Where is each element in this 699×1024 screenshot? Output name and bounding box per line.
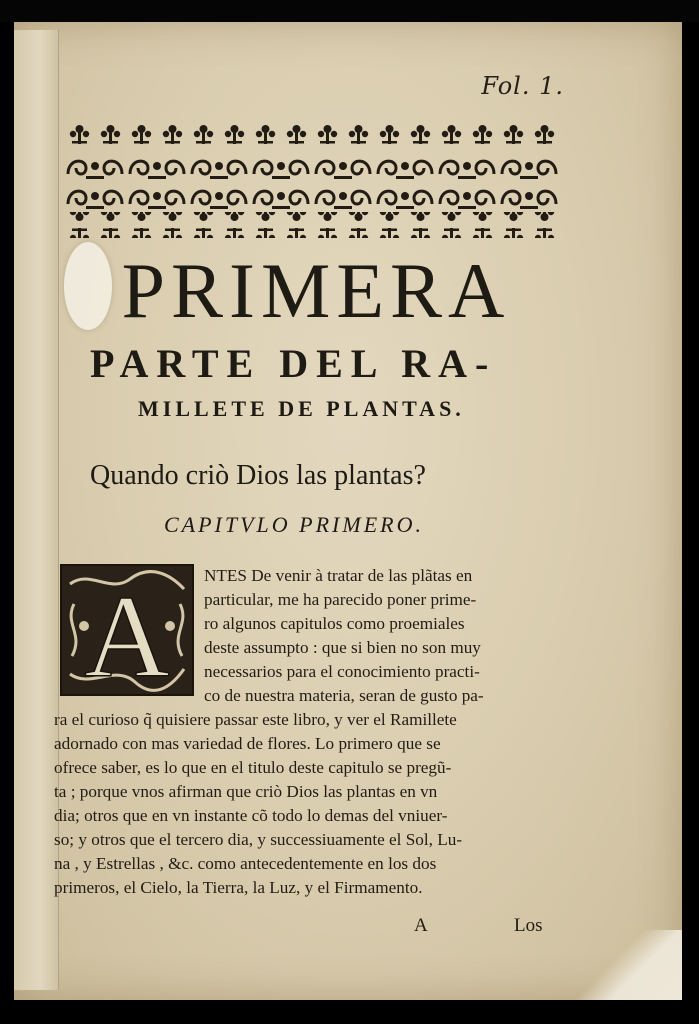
text-line: NTES De venir à tratar de las plãtas en xyxy=(204,566,473,585)
page-corner-wear xyxy=(572,930,682,1000)
text-line: dia; otros que en vn instante cõ todo lo demas del vniuer- xyxy=(54,806,448,825)
book-page xyxy=(14,22,682,1000)
title-primera: PRIMERA xyxy=(121,247,511,334)
chapter-heading: CAPITVLO PRIMERO. xyxy=(164,512,424,537)
text-line: adornado con mas variedad de flores. Lo primero que se xyxy=(54,734,441,753)
paper-damage-hole xyxy=(64,242,112,330)
signature-mark: A xyxy=(414,915,428,936)
decorated-initial-A xyxy=(60,564,194,696)
text-line: primeros, el Cielo, la Tierra, la Luz, y el Firmamento. xyxy=(54,878,423,897)
catchword: Los xyxy=(514,915,543,936)
text-line: ta ; porque vnos afirman que criò Dios las plantas en vn xyxy=(54,782,438,801)
dropcap-letter: A xyxy=(84,571,170,696)
scan-top-border xyxy=(0,0,699,22)
text-line: deste assumpto : que si bien no son muy xyxy=(204,638,481,657)
text-line: ro algunos capitulos como proemiales xyxy=(204,614,465,633)
chapter-question: Quando criò Dios las plantas? xyxy=(90,460,426,491)
text-line: so; y otros que el tercero dia, y successiuamente el Sol, Lu- xyxy=(54,830,463,849)
ornamental-header-band xyxy=(64,122,560,238)
text-line: necessarios para el conocimiento practi- xyxy=(204,662,480,681)
text-line: co de nuestra materia, seran de gusto pa- xyxy=(204,686,484,705)
page-edge-flap xyxy=(14,30,59,990)
text-line: ra el curioso q̃ quisiere passar este libro, y ver el Ramillete xyxy=(54,710,457,729)
text-line: particular, me ha parecido poner prime- xyxy=(204,590,477,609)
text-line: na , y Estrellas , &c. como antecedentemente en los dos xyxy=(54,854,437,873)
text-line: ofrece saber, es lo que en el titulo deste capitulo se pregũ- xyxy=(54,758,452,777)
title-millete: MILLETE DE PLANTAS. xyxy=(138,396,465,421)
title-parte-del: PARTE DEL RA- xyxy=(90,341,497,386)
folio-number: Fol. 1. xyxy=(481,72,564,100)
